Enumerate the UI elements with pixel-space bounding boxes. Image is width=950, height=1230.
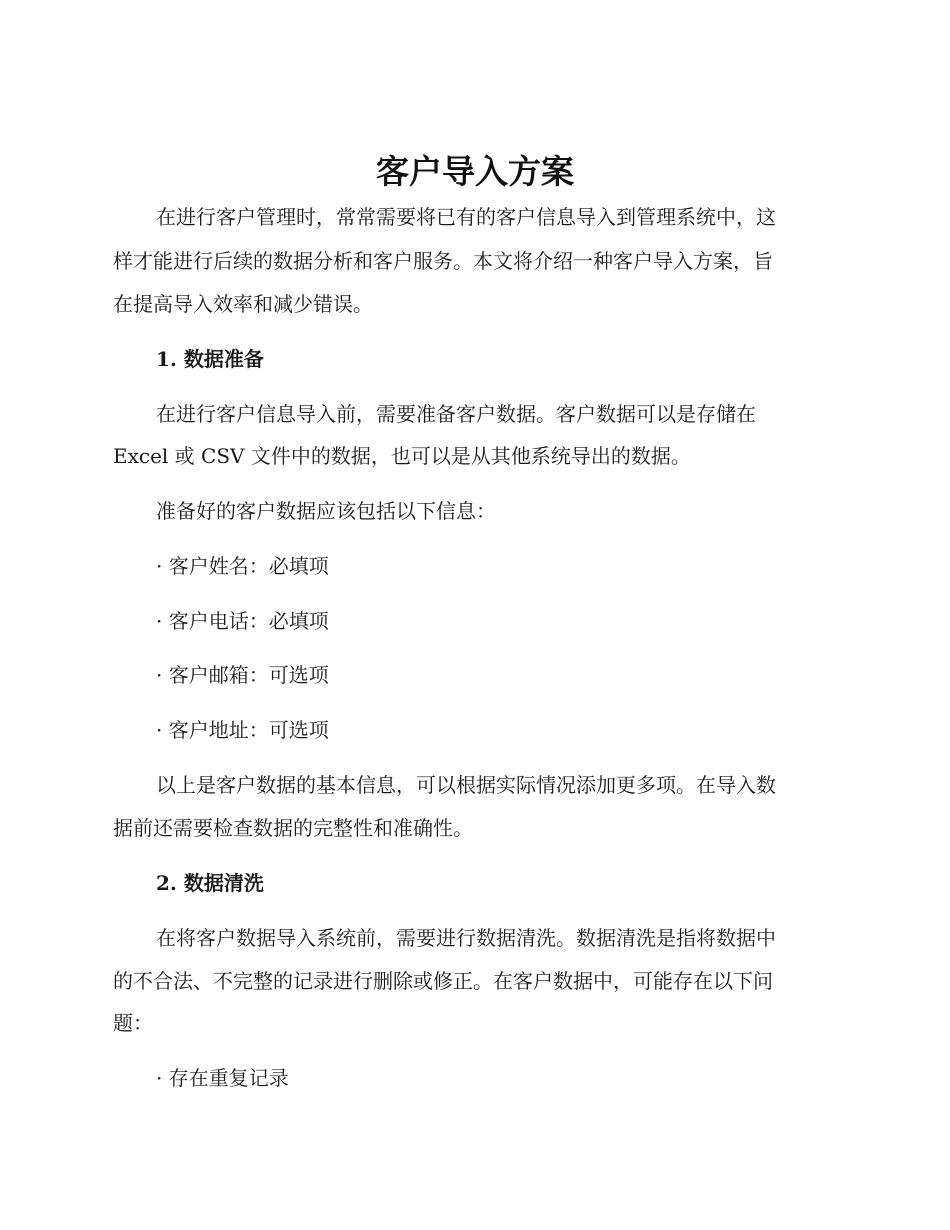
bullet-item-customer-email: · 客户邮箱：可选项 xyxy=(156,663,329,687)
section2-para1-line-1: 在将客户数据导入系统前，需要进行数据清洗。数据清洗是指将数据中 xyxy=(156,926,776,950)
bullet-item-duplicate-records: · 存在重复记录 xyxy=(156,1066,289,1090)
section1-para3-line-2: 据前还需要检查数据的完整性和准确性。 xyxy=(113,816,473,840)
section1-para3-line-1: 以上是客户数据的基本信息，可以根据实际情况添加更多项。在导入数 xyxy=(156,773,776,797)
section-heading-data-cleaning: 2. 数据清洗 xyxy=(156,871,264,895)
intro-line-3: 在提高导入效率和减少错误。 xyxy=(113,292,373,316)
section-heading-data-preparation: 1. 数据准备 xyxy=(156,347,264,371)
bullet-item-customer-name: · 客户姓名：必填项 xyxy=(156,554,329,578)
section2-para1-line-2: 的不合法、不完整的记录进行删除或修正。在客户数据中，可能存在以下问 xyxy=(113,969,773,993)
bullet-item-customer-phone: · 客户电话：必填项 xyxy=(156,609,329,633)
section1-para2: 准备好的客户数据应该包括以下信息： xyxy=(156,499,496,523)
section2-para1-line-3: 题： xyxy=(113,1011,153,1035)
section1-para1-line-2: Excel 或 CSV 文件中的数据，也可以是从其他系统导出的数据。 xyxy=(113,444,691,468)
bullet-item-customer-address: · 客户地址：可选项 xyxy=(156,718,329,742)
intro-line-1: 在进行客户管理时，常常需要将已有的客户信息导入到管理系统中，这 xyxy=(156,205,776,229)
section1-para1-line-1: 在进行客户信息导入前，需要准备客户数据。客户数据可以是存储在 xyxy=(156,402,756,426)
document-title: 客户导入方案 xyxy=(376,152,574,191)
intro-line-2: 样才能进行后续的数据分析和客户服务。本文将介绍一种客户导入方案，旨 xyxy=(113,249,773,273)
